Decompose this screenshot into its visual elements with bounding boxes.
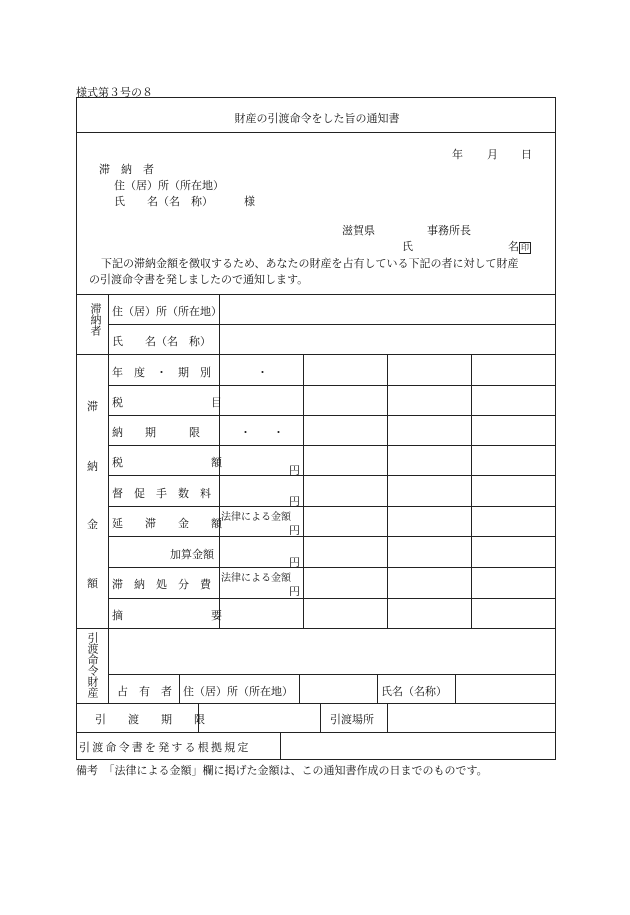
divider: [108, 415, 555, 416]
row-remarks-label: 摘 要: [112, 609, 222, 622]
occupant-name-label: 氏名（名称）: [381, 685, 447, 698]
divider: [108, 536, 555, 537]
divider: [108, 475, 555, 476]
amount-label-char: 金: [87, 518, 98, 531]
divider: [108, 385, 555, 386]
legal-basis-label: 引渡命令書を発する根拠規定: [79, 741, 251, 754]
yen-unit: 円: [289, 556, 300, 569]
divider: [108, 598, 555, 599]
divider: [387, 354, 388, 628]
deadline-dots: ・ ・: [240, 426, 284, 439]
yen-unit: 円: [289, 464, 300, 477]
seal-mark: 印: [521, 243, 529, 252]
divider: [280, 732, 281, 759]
delinquent-name-label: 氏 名（名 称）: [112, 335, 211, 348]
occupant-address-label: 住（居）所（所在地）: [183, 685, 293, 698]
divider: [377, 674, 378, 703]
divider: [320, 703, 321, 732]
divider: [108, 628, 109, 703]
form-number-label: 様式第３号の８: [76, 86, 153, 99]
divider: [108, 445, 555, 446]
divider: [77, 628, 555, 629]
divider: [108, 567, 555, 568]
divider: [77, 354, 555, 355]
issuer-mei: 名 印: [508, 240, 529, 253]
divider: [179, 674, 180, 703]
row-fiscal-label: 年 度 ・ 期 別: [112, 366, 211, 379]
addressee-heading: 滞 納 者: [99, 163, 154, 176]
divider: [387, 703, 388, 732]
issuer-office: 事務所長: [427, 224, 471, 237]
divider: [77, 132, 555, 133]
divider: [108, 324, 555, 325]
transfer-property-label: 引渡命令財産: [86, 632, 99, 698]
delinquent-label: 滞納者: [89, 303, 102, 336]
row-deadline-label: 納 期 限: [112, 426, 200, 439]
date-day: 日: [521, 148, 532, 161]
yen-unit: 円: [289, 524, 300, 537]
row-disposal-label: 滞 納 処 分 費: [112, 578, 211, 591]
amount-label-char: 納: [87, 460, 98, 473]
amount-label-char: 額: [87, 577, 98, 590]
row-tax-item-label: 税 目: [112, 396, 222, 409]
date-month: 月: [487, 148, 498, 161]
transfer-period-label: 引 渡 期 限: [95, 713, 205, 726]
footnote: 備考 「法律による金額」欄に掲げた金額は、この通知書作成の日までのものです。: [76, 764, 488, 777]
fiscal-dot: ・: [257, 366, 268, 379]
divider: [303, 354, 304, 628]
transfer-place-label: 引渡場所: [330, 713, 374, 726]
yen-unit: 円: [289, 495, 300, 508]
divider: [108, 506, 555, 507]
divider: [108, 674, 555, 675]
divider: [299, 674, 300, 703]
issuer-shi: 氏: [402, 240, 413, 253]
row-additional-label: 加算金額: [170, 548, 214, 561]
divider: [108, 294, 109, 628]
date-year: 年: [452, 148, 463, 161]
row-late-label: 延 滞 金 額: [112, 517, 222, 530]
legal-amount-label: 法律による金額: [221, 573, 291, 584]
body-text-line-1: 下記の滞納金額を徴収するため、あなたの財産を占有している下記の者に対して財産: [101, 257, 519, 270]
notice-form: [76, 97, 556, 760]
legal-amount-label: 法律による金額: [221, 512, 291, 523]
divider: [77, 703, 555, 704]
occupant-label: 占 有 者: [117, 685, 172, 698]
row-tax-amount-label: 税 額: [112, 456, 222, 469]
issuer-prefecture: 滋賀県: [342, 224, 375, 237]
yen-unit: 円: [289, 585, 300, 598]
divider: [471, 354, 472, 628]
addressee-name: 氏 名（名 称）: [114, 195, 213, 208]
divider: [455, 674, 456, 703]
row-fee-label: 督 促 手 数 料: [112, 487, 211, 500]
divider: [77, 732, 555, 733]
form-title: 財産の引渡命令をした旨の通知書: [234, 112, 400, 125]
addressee-address: 住（居）所（所在地）: [114, 179, 224, 192]
amount-label-char: 滞: [87, 400, 98, 413]
delinquent-address-label: 住（居）所（所在地）: [112, 305, 222, 318]
divider: [77, 294, 555, 295]
body-text-line-2: の引渡命令書を発しましたので通知します。: [89, 273, 309, 286]
addressee-honorific: 様: [244, 195, 255, 208]
